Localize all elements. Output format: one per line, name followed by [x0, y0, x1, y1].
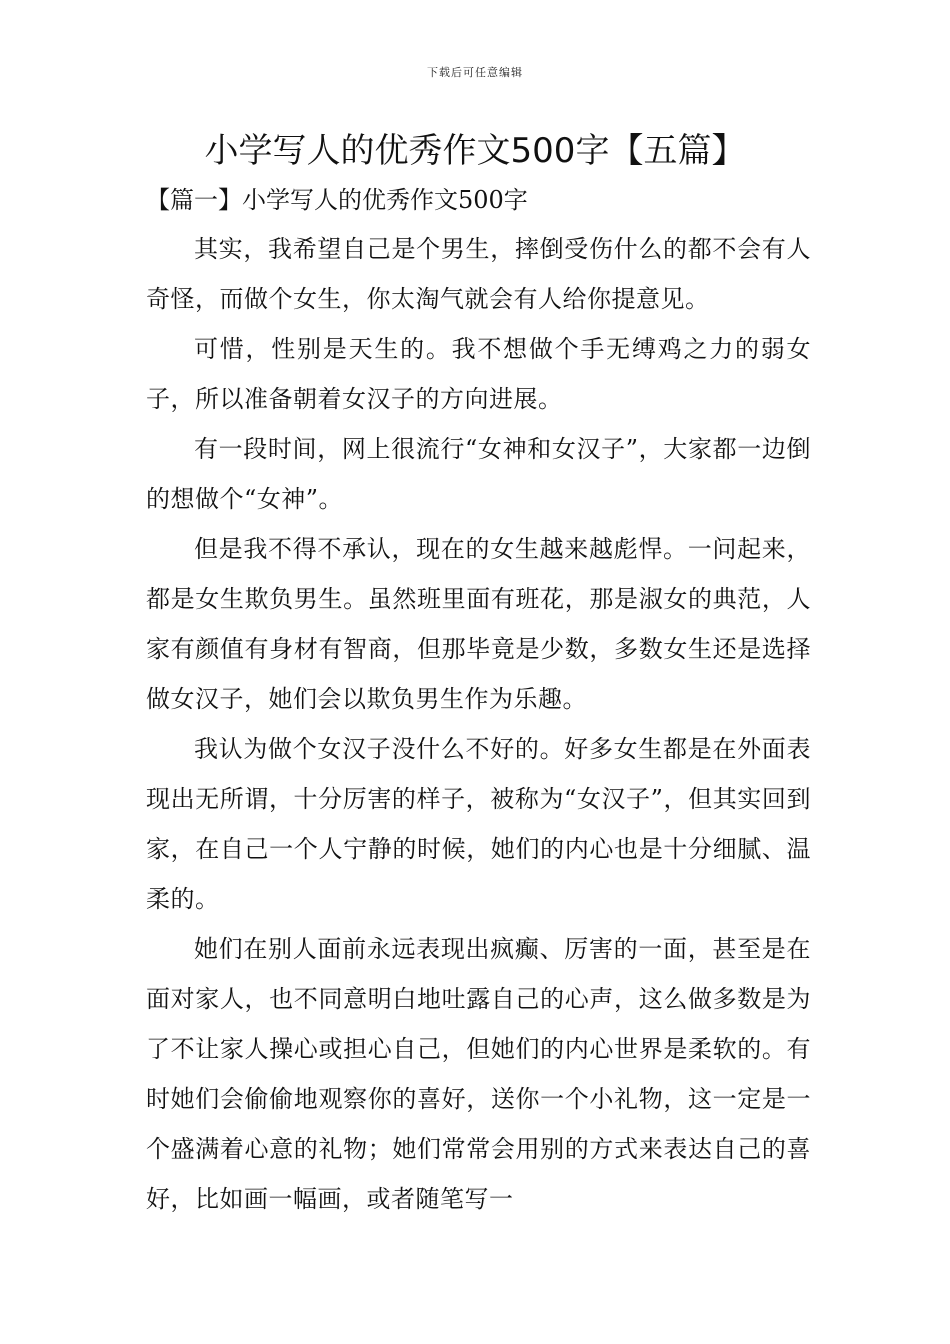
- paragraph-1: 其实，我希望自己是个男生，摔倒受伤什么的都不会有人奇怪，而做个女生，你太淘气就会有人给你提意见。: [146, 235, 811, 313]
- paragraph-5: 我认为做个女汉子没什么不好的。好多女生都是在外面表现出无所谓，十分厉害的样子，被称为“女汉子”，但其实回到家，在自己一个人宁静的时候，她们的内心也是十分细腻、温柔的。: [146, 735, 811, 913]
- paragraph-2: 可惜，性别是天生的。我不想做个手无缚鸡之力的弱女子，所以准备朝着女汉子的方向进展。: [146, 335, 811, 413]
- document-body: [146, 224, 811, 1224]
- section-heading: 【篇一】小学写人的优秀作文500字: [146, 186, 528, 214]
- document-title: 小学写人的优秀作文500字【五篇】: [204, 131, 746, 171]
- paragraph-6: 她们在别人面前永远表现出疯癫、厉害的一面，甚至是在面对家人，也不同意明白地吐露自己的心声，这么做多数是为了不让家人操心或担心自己，但她们的内心世界是柔软的。有时她们会偷偷地观察你的喜好，送你一个小礼物，这一定是一个盛满着心意的礼物；她们常常会用别的方式来表达自己的喜好，比如画一幅画，或者随笔写一: [146, 935, 811, 1213]
- page-header-note: 下载后可任意编辑: [427, 66, 523, 79]
- paragraph-4: 但是我不得不承认，现在的女生越来越彪悍。一问起来，都是女生欺负男生。虽然班里面有班花，那是淑女的典范，人家有颜值有身材有智商，但那毕竟是少数，多数女生还是选择做女汉子，她们会以欺负男生作为乐趣。: [146, 535, 811, 713]
- paragraph-3: 有一段时间，网上很流行“女神和女汉子”，大家都一边倒的想做个“女神”。: [146, 435, 811, 513]
